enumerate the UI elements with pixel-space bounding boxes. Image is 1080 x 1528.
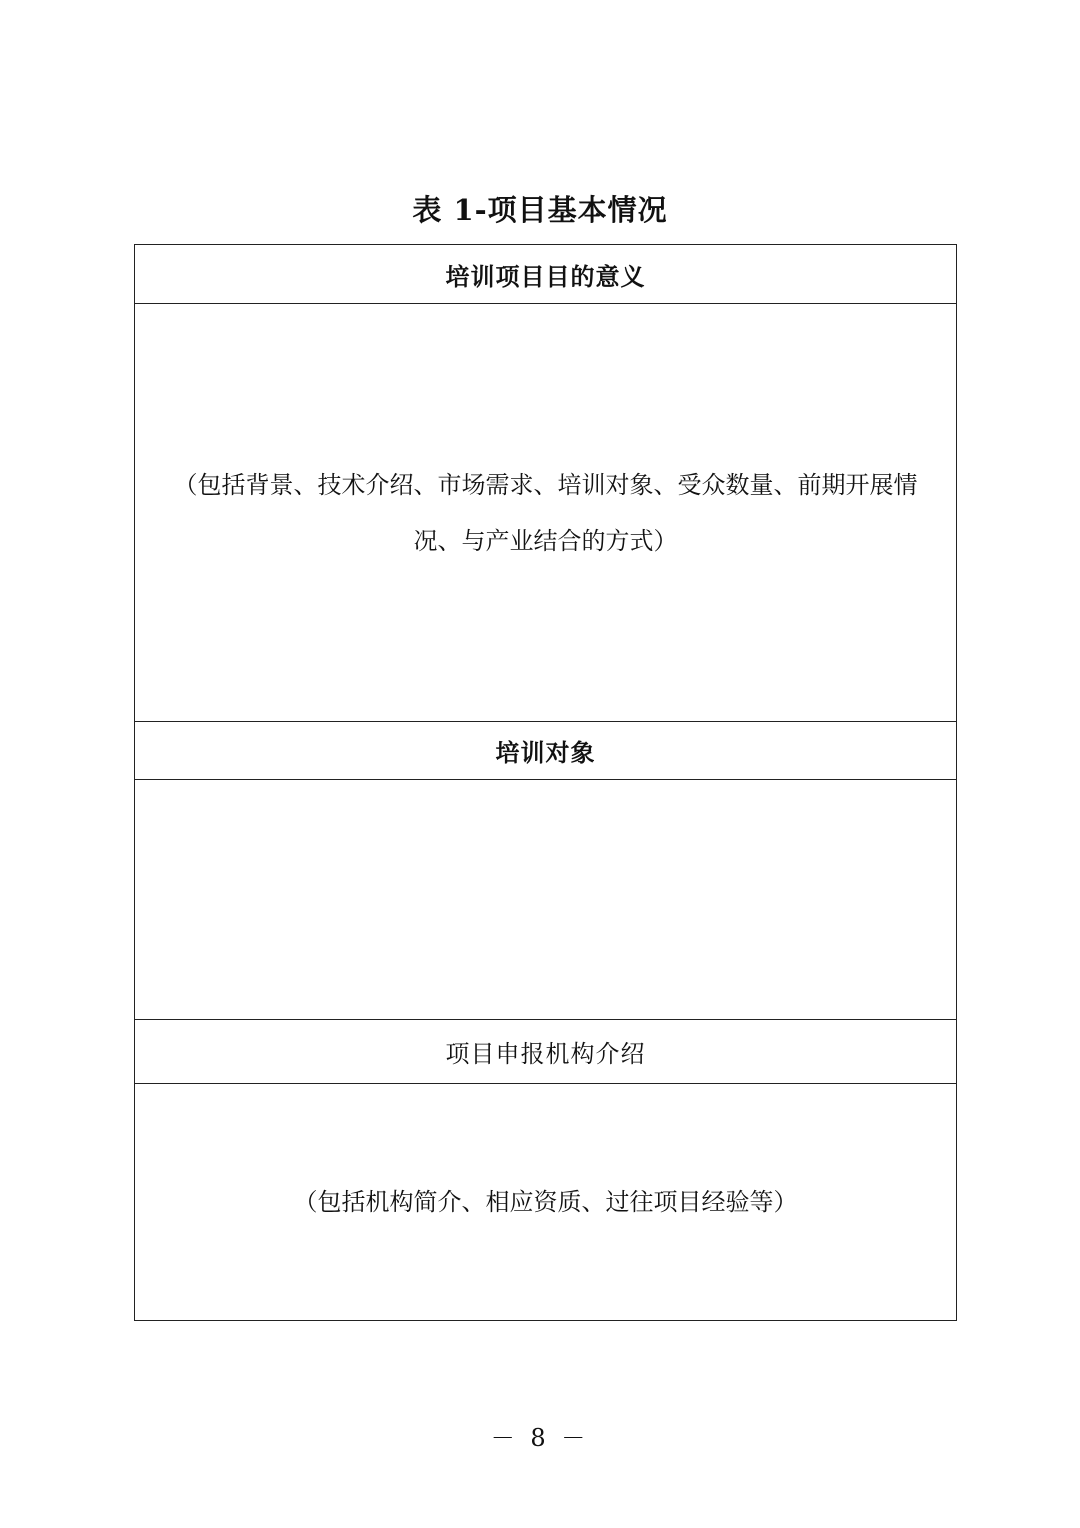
section-header-applicant-intro xyxy=(135,1019,956,1083)
section-hint-applicant-intro: （包括机构简介、相应资质、过往项目经验等） xyxy=(293,1187,798,1216)
table-title: 表 1-项目基本情况 xyxy=(412,193,668,227)
page-number: － 8 － xyxy=(490,1424,590,1452)
section-body-target-audience[interactable] xyxy=(135,779,956,1019)
section-header-purpose xyxy=(135,245,956,303)
section-body-purpose[interactable] xyxy=(135,303,956,721)
section-header-purpose-label: 培训项目目的意义 xyxy=(445,262,646,291)
project-basic-info-table xyxy=(134,244,957,1321)
section-header-applicant-intro-label: 项目申报机构介绍 xyxy=(445,1040,646,1068)
section-body-applicant-intro[interactable] xyxy=(135,1083,956,1319)
section-header-target-audience-label: 培训对象 xyxy=(495,739,596,767)
section-header-target-audience xyxy=(135,721,956,779)
section-hint-purpose: （包括背景、技术介绍、市场需求、培训对象、受众数量、前期开展情况、与产业结合的方式） xyxy=(173,470,918,555)
